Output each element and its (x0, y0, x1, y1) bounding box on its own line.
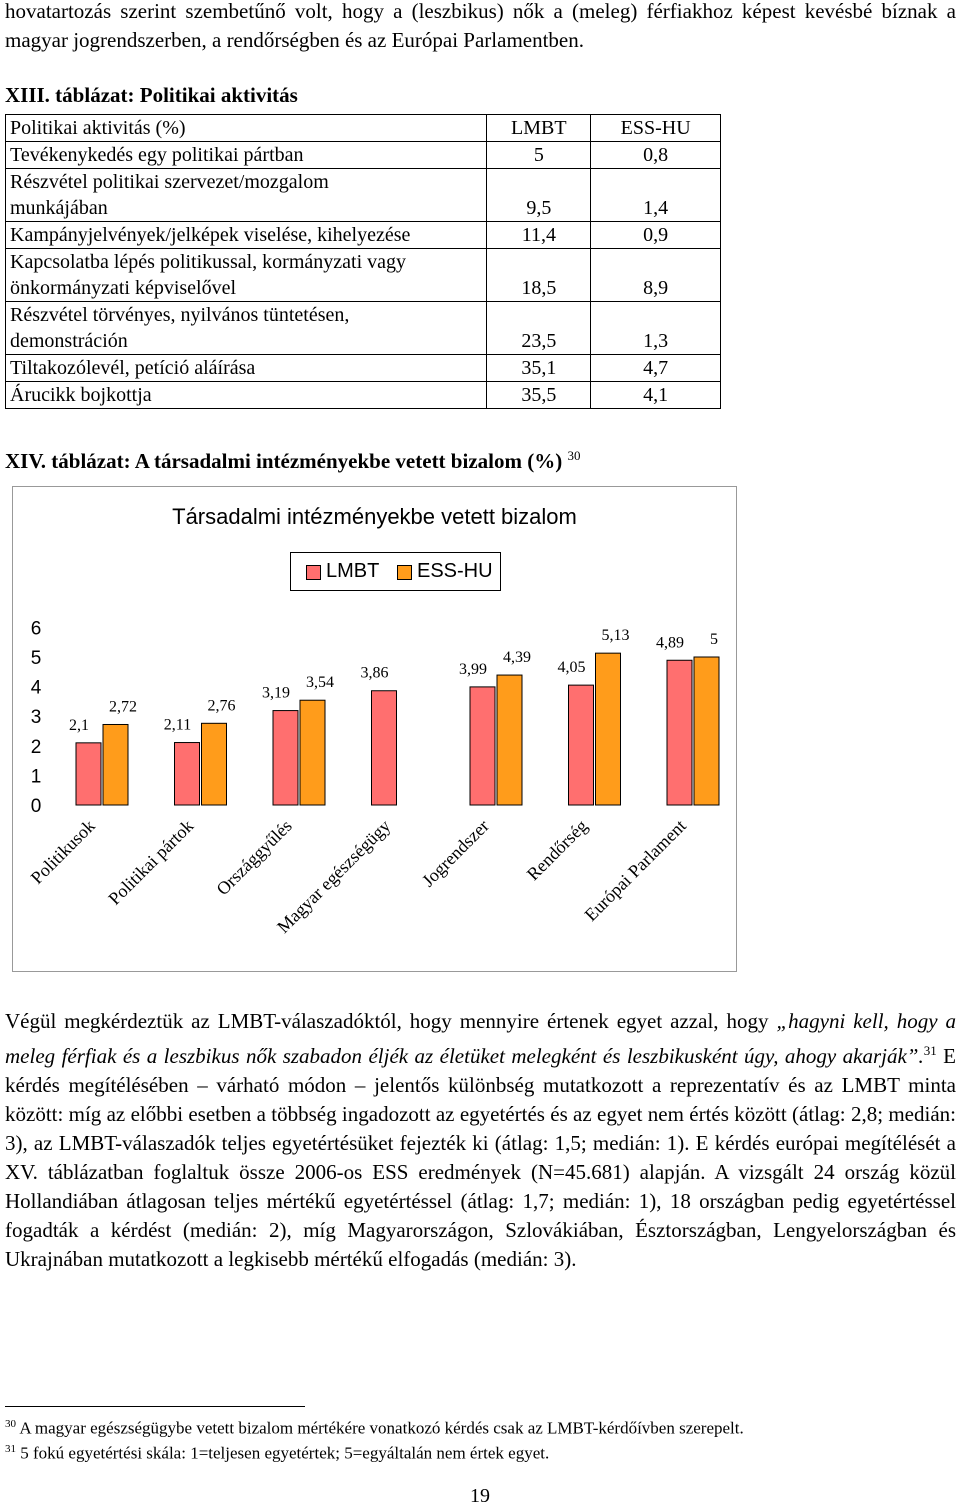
table-row (6, 222, 721, 249)
footnote-divider (5, 1406, 305, 1407)
lmbt-value: 35,1 (487, 355, 591, 382)
table-row (6, 302, 721, 355)
y-tick-label: 0 (30, 796, 42, 817)
bar-ess (694, 657, 719, 805)
data-label-ess: 5 (710, 631, 718, 648)
body-text-pre: Végül megkérdeztük az LMBT-válaszadóktól, hogy mennyire értenek egyet azzal, hogy (5, 1009, 777, 1033)
lmbt-value: 5 (487, 142, 591, 169)
bar-lmbt (667, 660, 692, 805)
row-label: Kapcsolatba lépés politikussal, kormányzati vagy önkormányzati képviselővel (6, 249, 487, 302)
lmbt-value: 18,5 (487, 249, 591, 302)
header-cell: Politikai aktivitás (%) (6, 115, 487, 142)
table-header-row (6, 115, 721, 142)
row-label: Tevékenykedés egy politikai pártban (6, 142, 487, 169)
bar-ess (596, 653, 621, 805)
ess-value: 0,8 (591, 142, 721, 169)
data-label-ess: 2,72 (109, 698, 137, 716)
table-13-caption: XIII. táblázat: Politikai aktivitás (5, 83, 298, 107)
lmbt-value: 9,5 (487, 169, 591, 222)
footnote-number: 31 (5, 1443, 16, 1455)
footnote-30 (5, 1418, 744, 1439)
data-label-ess: 4,39 (503, 649, 531, 667)
x-tick-label: Magyar egészségügy (273, 815, 395, 937)
data-label-lmbt: 3,99 (459, 660, 487, 678)
header-cell: ESS-HU (591, 115, 721, 142)
bar-ess (103, 724, 128, 805)
body-quote: „hagyni kell, hogy a meleg férfiak és a leszbikus nők szabadon éljék az életüket melegként és leszbikusként úgy, ahogy akarják”. (5, 1009, 956, 1068)
body-paragraph (5, 1007, 956, 1274)
bar-lmbt (569, 685, 594, 805)
footnote-text: A magyar egészségügybe vetett bizalom mértékére vonatkozó kérdés csak az LMBT-kérdőívben szerepelt. (19, 1418, 744, 1438)
x-tick-label: Politikusok (26, 815, 99, 888)
y-tick-label: 2 (30, 736, 42, 758)
x-tick-label: Politikai pártok (104, 815, 198, 909)
intro-paragraph: hovatartozás szerint szembetűnő volt, hogy a (leszbikus) nők a (meleg) férfiakhoz képest kevésbé bíznak a magyar jogrendszerben, a rendőrségben és az Európai Parlamentben. (5, 0, 956, 52)
table-14-caption-text: XIV. táblázat: A társadalmi intézményekbe vetett bizalom (%) (5, 449, 563, 473)
data-label-ess: 2,76 (207, 697, 236, 715)
bar-lmbt (76, 743, 101, 805)
chart-title: Társadalmi intézményekbe vetett bizalom (172, 504, 577, 529)
footnote-ref-30: 30 (567, 448, 581, 463)
x-tick-label: Rendőrség (522, 815, 592, 885)
data-label-lmbt: 4,89 (656, 634, 684, 652)
bar-ess (497, 675, 522, 805)
table-row (6, 142, 721, 169)
x-tick-label: Jogrendszer (417, 815, 493, 891)
ess-value: 4,7 (591, 355, 721, 382)
data-label-ess: 5,13 (601, 627, 630, 645)
table-row (6, 355, 721, 382)
header-cell: LMBT (487, 115, 591, 142)
bar-lmbt (470, 687, 495, 805)
y-tick-label: 6 (30, 618, 42, 640)
trust-chart (12, 486, 737, 972)
ess-value: 4,1 (591, 382, 721, 409)
data-label-lmbt: 2,11 (163, 716, 192, 734)
body-text-post: E kérdés megítélésében – várható módon – jelentős különbség mutatkozott a reprezentatív és az LMBT minta között: míg az előbbi esetben a többség ingadozott az egyetértés és az egyet nem értés között (átlag: 2,8; medián: 3), az LMBT-válaszadók teljes egyetértésüket fejezték ki (átlag: 1,5; medián: 1). E kérdés európai megítélését a XV. táblázatban foglaltuk össze 2006-os ESS eredmények (N=45.681) alapján. A vizsgált 24 ország közül Hollandiában átlagosan teljes mértékű egyetértéssel (átlag: 1,7; medián: 1), 18 országban pedig egyetértéssel fogadták a kérdést (medián: 2), míg Magyarországon, Szlovákiában, Észtországban, Lengyelországban és Ukrajnában mutatkozott a legkisebb mértékű elfogadás (medián: 3). (5, 1044, 957, 1271)
bar-ess (202, 723, 227, 805)
page-number: 19 (470, 1485, 490, 1507)
table-14-caption (5, 448, 580, 474)
lmbt-value: 35,5 (487, 382, 591, 409)
footnote-31 (5, 1443, 549, 1464)
legend-label-lmbt: LMBT (326, 560, 380, 582)
y-tick-label: 4 (30, 677, 42, 699)
row-label: Kampányjelvények/jelképek viselése, kihelyezése (6, 222, 487, 249)
chart-plot (13, 487, 736, 971)
x-tick-label: Európai Parlament (580, 815, 690, 925)
table-row (6, 249, 721, 302)
ess-value: 1,3 (591, 302, 721, 355)
lmbt-value: 11,4 (487, 222, 591, 249)
data-label-lmbt: 3,86 (360, 664, 389, 682)
bar-lmbt (175, 743, 200, 805)
lmbt-value: 23,5 (487, 302, 591, 355)
footnote-number: 30 (5, 1418, 16, 1430)
ess-value: 8,9 (591, 249, 721, 302)
bar-ess (300, 700, 325, 805)
x-tick-label: Országgyűlés (212, 815, 296, 900)
data-label-lmbt: 4,05 (557, 659, 586, 677)
bar-lmbt (273, 711, 298, 805)
row-label: Részvétel politikai szervezet/mozgalom munkájában (6, 169, 487, 222)
data-label-ess: 3,54 (306, 674, 334, 692)
data-label-lmbt: 2,1 (69, 716, 89, 734)
footnote-ref-31: 31 (923, 1043, 937, 1058)
data-label-lmbt: 3,19 (262, 684, 290, 702)
row-label: Árucikk bojkottja (6, 382, 487, 409)
row-label: Tiltakozólevél, petíció aláírása (6, 355, 487, 382)
y-tick-label: 1 (30, 766, 42, 788)
y-tick-label: 3 (30, 707, 42, 729)
table-row (6, 169, 721, 222)
legend-label-ess: ESS-HU (417, 560, 493, 582)
ess-value: 1,4 (591, 169, 721, 222)
ess-value: 0,9 (591, 222, 721, 249)
footnote-text: 5 fokú egyetértési skála: 1=teljesen egyetértek; 5=egyáltalán nem értek egyet. (20, 1443, 550, 1463)
political-activity-table (5, 114, 721, 409)
y-tick-label: 5 (30, 648, 42, 669)
row-label: Részvétel törvényes, nyilvános tüntetésen, demonstráción (6, 302, 487, 355)
bar-lmbt (372, 691, 397, 805)
table-row (6, 382, 721, 409)
